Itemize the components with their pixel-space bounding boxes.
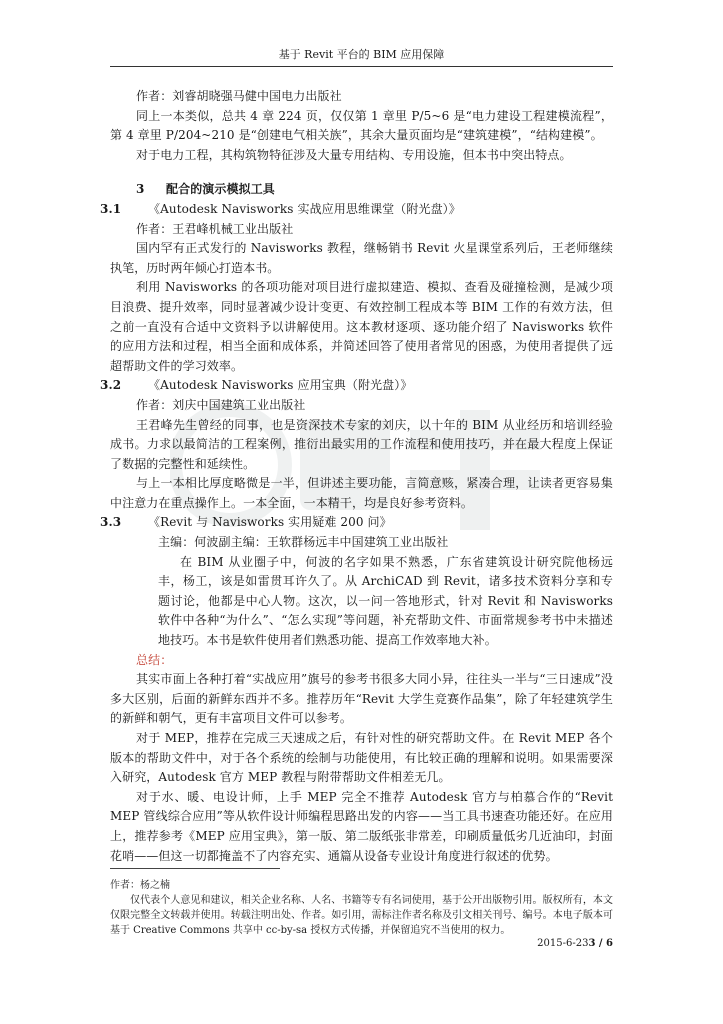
paragraph: 对于电力工程，其构筑物特征涉及大量专用结构、专用设施，但本书中突出特点。: [136, 147, 572, 162]
paragraph: 作者：王君峰机械工业出版社: [136, 221, 294, 236]
footer-author: 作者：杨之楠: [110, 880, 170, 891]
subsection-title: 《Autodesk Navisworks 应用宝典（附光盘）》: [148, 378, 413, 393]
paragraph: 作者：刘睿胡晓强马健中国电力出版社: [136, 89, 342, 103]
paragraph: 主编：何波副主编：王软群杨远丰中国建筑工业出版社: [158, 535, 449, 550]
footer-rule: [110, 868, 280, 869]
paragraph: 利用 Navisworks 的各项功能对项目进行虚拟建造、模拟、查看及碰撞检测，是减少项目浪费、提升效率，同时显著减少设计变更、有效控制工程成本等 BIM 工作的有效方法，但之前一直没有合适中文资料予以讲解使用。这本教材逐项、逐功能介绍了 Navisworks 软件的应用方法和过程，相当全面和成体系，并简述回答了使用者常见的困惑，为使用者提供了远超帮助文件的学习效率。: [110, 280, 613, 373]
footer-date: 2015-6-23: [537, 938, 589, 949]
spacer: [110, 165, 613, 180]
section-title: 配合的演示模拟工具: [166, 182, 275, 197]
header-rule: [110, 66, 613, 67]
section-heading: [110, 180, 613, 200]
paragraph: 国内罕有正式发行的 Navisworks 教程，继畅销书 Revit 火星课堂系列后，王老师继续执笔，历时两年倾心打造本书。: [110, 241, 613, 275]
page-header: 基于 Revit 平台的 BIM 应用保障: [278, 48, 445, 61]
paragraph: 王君峰先生曾经的同事，也是资深技术专家的刘庆，以十年的 BIM 从业经历和培训经验成书。力求以最简洁的工程案例，推衍出最实用的工作流程和使用技巧，并在最大程度上保证了数据的完整性和延续性。: [110, 417, 613, 471]
subsection-number: 3.1: [100, 201, 122, 216]
paragraph: 对于 MEP，推荐在完成三天速成之后，有针对性的研究帮助文件。在 Revit MEP 各个版本的帮助文件中，对于各个系统的绘制与功能使用，有比较正确的理解和说明。如果需要深入研究，Autodesk 官方 MEP 教程与附带帮助文件相差无几。: [110, 731, 613, 785]
footer: [110, 878, 613, 938]
footer-page: 3 / 6: [588, 938, 613, 949]
subsection-number: 3.3: [100, 515, 122, 530]
paragraph: 同上一本类似，总共 4 章 224 页，仅仅第 1 章里 P/5~6 是“电力建设工程建模流程”，第 4 章里 P/204~210 是“创建电气相关族”，其余大量页面均是“建筑建模”，“结构建模”。: [110, 108, 613, 143]
subsection-heading: [100, 376, 613, 396]
page-number: [537, 938, 613, 949]
subsection-heading: [100, 513, 613, 533]
subsection-title: 《Revit 与 Navisworks 实用疑难 200 问》: [148, 515, 392, 530]
paragraph: 在 BIM 从业圈子中，何波的名字如果不熟悉，广东省建筑设计研究院他杨远丰，杨工，该是如雷贯耳许久了。从 ArchiCAD 到 Revit，诸多技术资料分享和专题讨论，他都是中心人物。这次，以一问一答地形式，针对 Revit 和 Navisworks 软件中各种“为什么”、“怎么实现”等问题，补充帮助文件、市面常规参考书中未描述地技巧。本书是软件使用者们熟悉功能、提高工作效率地大补。: [158, 554, 613, 648]
subsection-title: 《Autodesk Navisworks 实战应用思维课堂（附光盘）》: [148, 201, 461, 216]
subsection-heading: [100, 200, 613, 220]
subsection-number: 3.2: [100, 378, 122, 393]
paragraph: 与上一本相比厚度略微是一半，但讲述主要功能，言简意赅，紧凑合理，让读者更容易集中注意力在重点操作上。一本全面，一本精干，均是良好参考资料。: [110, 476, 613, 510]
document-body: [100, 87, 613, 866]
section-number: 3: [136, 182, 145, 197]
paragraph: 对于水、暖、电设计师，上手 MEP 完全不推荐 Autodesk 官方与柏慕合作的“Revit MEP 管线综合应用”等从软件设计师编程思路出发的内容——当工具书速查功能还好。在应用上，推荐参考《MEP 应用宝典》，第一版、第二版纸张非常差，印刷质量低劣几近油印，封面花哨——但这一切都掩盖不了内容充实、通篇从设备专业设计角度进行叙述的优势。: [110, 789, 613, 863]
paragraph: 作者：刘庆中国建筑工业出版社: [136, 397, 306, 412]
footer-disclaimer: 仅代表个人意见和建议，相关企业名称、人名、书籍等专有名词使用，基于公开出版物引用。版权所有，本文仅限完整全文转载并使用。转载注明出处、作者。如引用，需标注作者名称及引文相关刊号、编号。本电子版本可基于 Creative Commons 共享中 cc-by-sa 授权方式传播，并保留追究不当使用的权力。: [110, 895, 613, 936]
paragraph: 其实市面上各种打着“实战应用”旗号的参考书很多大同小异，往往头一半与“三日速成”没多大区别，后面的新鲜东西并不多。推荐历年“Revit 大学生竞赛作品集”，除了年轻建筑学生的新鲜和朝气，更有丰富项目文件可以参考。: [110, 672, 613, 726]
summary-heading: 总结：: [136, 652, 173, 667]
